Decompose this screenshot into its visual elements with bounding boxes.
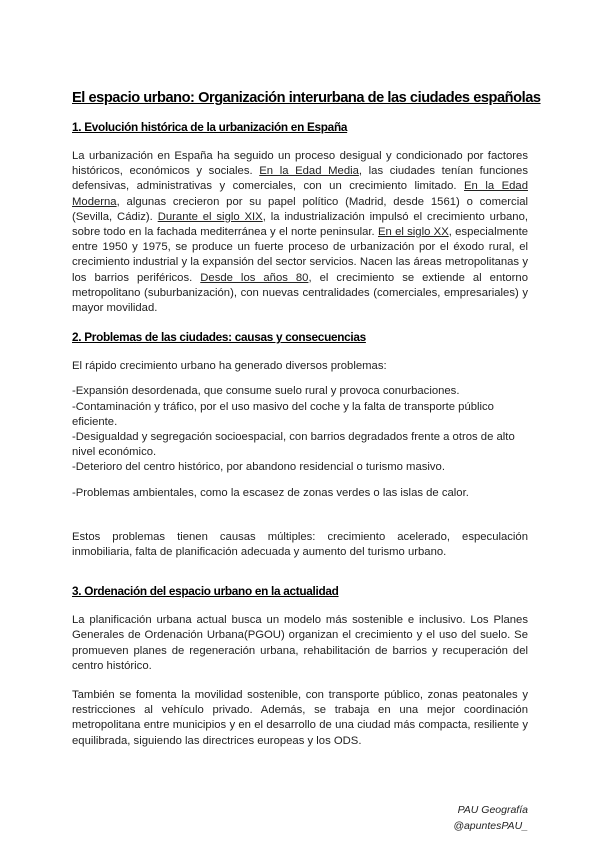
page-footer	[453, 802, 528, 834]
list-item: -Desigualdad y segregación socioespacial, con barrios degradados frente a otros de alto nivel económico.	[72, 431, 515, 459]
s1-text-3: , la industrialización impulsó el crecimiento urbano, sobre todo en la fachada mediterránea y el norte peninsular.	[72, 210, 528, 239]
s1-period-anos-80: Desde los años 80	[200, 271, 309, 284]
list-item: -Contaminación y tráfico, por el uso masivo del coche y la falta de transporte público eficiente.	[72, 400, 494, 428]
s1-period-siglo-xx: En el siglo XX	[377, 226, 449, 239]
problems-list	[72, 384, 528, 475]
s1-period-siglo-xix: Durante el siglo XIX	[157, 210, 263, 223]
footer-handle: @apuntesPAU_	[453, 820, 528, 832]
s1-period-edad-media: En la Edad Media	[259, 165, 359, 178]
document-title: El espacio urbano: Organización interurbana de las ciudades españolas	[72, 90, 541, 106]
section-3-heading: 3. Ordenación del espacio urbano en la actualidad	[72, 584, 339, 599]
s1-period-edad-moderna: En la Edad Moderna	[72, 180, 528, 208]
s1-text-intro: La urbanización en España ha seguido un proceso desigual y condicionado por factores históricos, económicos y sociales.	[72, 150, 528, 178]
list-item: -Deterioro del centro histórico, por abandono residencial o turismo masivo.	[72, 461, 445, 474]
list-item: -Expansión desordenada, que consume suelo rural y provoca conurbaciones.	[72, 385, 460, 398]
section-1-paragraph	[72, 149, 528, 316]
section-2-causes: Estos problemas tienen causas múltiples: crecimiento acelerado, especulación inmobiliaria, falta de planificación adecuada y aumento del turismo urbano.	[72, 530, 528, 559]
s1-text-5: , el crecimiento se extiende al entorno metropolitano (suburbanización), con nuevas centralidades (comerciales, empresariales) y mayor movilidad.	[72, 271, 528, 315]
section-2-intro: El rápido crecimiento urbano ha generado diversos problemas:	[72, 360, 387, 373]
s1-text-4: , especialmente entre 1950 y 1975, se produce un fuerte proceso de urbanización por el éxodo rural, el crecimiento industrial y la expansión del sector servicios. Nacen las áreas metropolitanas y los barrios periféricos.	[72, 226, 528, 284]
section-2-heading: 2. Problemas de las ciudades: causas y consecuencias	[72, 330, 366, 345]
section-3-paragraph-2: También se fomenta la movilidad sostenible, con transporte público, zonas peatonales y restricciones al vehículo privado. Además, se trabaja en una mejor coordinación metropolitana entre municipios y en el desarrollo de una ciudad más compacta, resiliente y equilibrada, siguiendo las directrices europeas y los ODS.	[72, 689, 528, 747]
s1-text-1: , las ciudades tenían funciones defensivas, administrativas y comerciales, con un crecimiento limitado.	[72, 165, 528, 193]
s1-text-2: , algunas crecieron por su papel político (Madrid, desde 1561) o comercial (Sevilla, Cádiz).	[72, 195, 528, 223]
section-3-paragraph-1: La planificación urbana actual busca un modelo más sostenible e inclusivo. Los Planes Generales de Ordenación Urbana(PGOU) organizan el crecimiento y el uso del suelo. Se promueven planes de regeneración urbana, rehabilitación de barrios y recuperación del centro histórico.	[72, 614, 528, 672]
section-1-heading: 1. Evolución histórica de la urbanización en España	[72, 120, 348, 134]
list-item: -Problemas ambientales, como la escasez de zonas verdes o las islas de calor.	[72, 486, 469, 499]
footer-subject: PAU Geografía	[457, 804, 528, 816]
